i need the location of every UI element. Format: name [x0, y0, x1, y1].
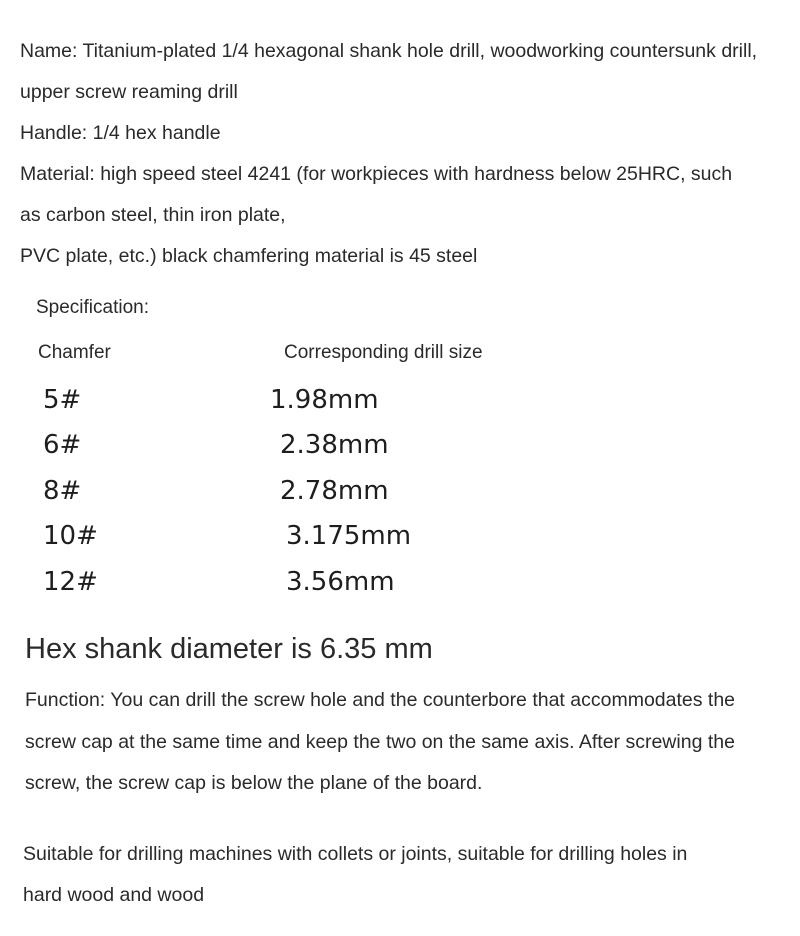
- suitable-line-2: hard wood and wood: [23, 884, 205, 906]
- function-line-1: Function: You can drill the screw hole and the counterbore that accommodates the: [25, 689, 736, 711]
- chamfer-cell: 12#: [43, 567, 98, 597]
- drill-size-cell: 2.38mm: [280, 430, 389, 460]
- spec-heading: Specification:: [36, 297, 150, 318]
- handle-line: Handle: 1/4 hex handle: [20, 122, 221, 144]
- suitable-line-1: Suitable for drilling machines with collets or joints, suitable for drilling holes in: [23, 843, 688, 865]
- function-line-3: screw, the screw cap is below the plane of the board.: [25, 772, 483, 794]
- drill-size-cell: 2.78mm: [280, 476, 389, 506]
- chamfer-cell: 5#: [43, 385, 82, 415]
- col-header-drill-size: Corresponding drill size: [284, 342, 483, 363]
- col-header-chamfer: Chamfer: [38, 342, 111, 363]
- drill-size-cell: 3.56mm: [286, 567, 395, 597]
- chamfer-cell: 10#: [43, 521, 98, 551]
- drill-size-cell: 3.175mm: [286, 521, 412, 551]
- chamfer-cell: 8#: [43, 476, 82, 506]
- material-line-3: PVC plate, etc.) black chamfering material is 45 steel: [20, 245, 478, 267]
- hex-shank-note: Hex shank diameter is 6.35 mm: [25, 633, 433, 665]
- drill-size-cell: 1.98mm: [270, 385, 379, 415]
- name-line-2: upper screw reaming drill: [20, 81, 238, 103]
- chamfer-cell: 6#: [43, 430, 82, 460]
- material-line-2: as carbon steel, thin iron plate,: [20, 204, 286, 226]
- material-line-1: Material: high speed steel 4241 (for workpieces with hardness below 25HRC, such: [20, 163, 733, 185]
- name-line-1: Name: Titanium-plated 1/4 hexagonal shank hole drill, woodworking countersunk drill,: [20, 40, 758, 62]
- function-line-2: screw cap at the same time and keep the two on the same axis. After screwing the: [25, 731, 735, 753]
